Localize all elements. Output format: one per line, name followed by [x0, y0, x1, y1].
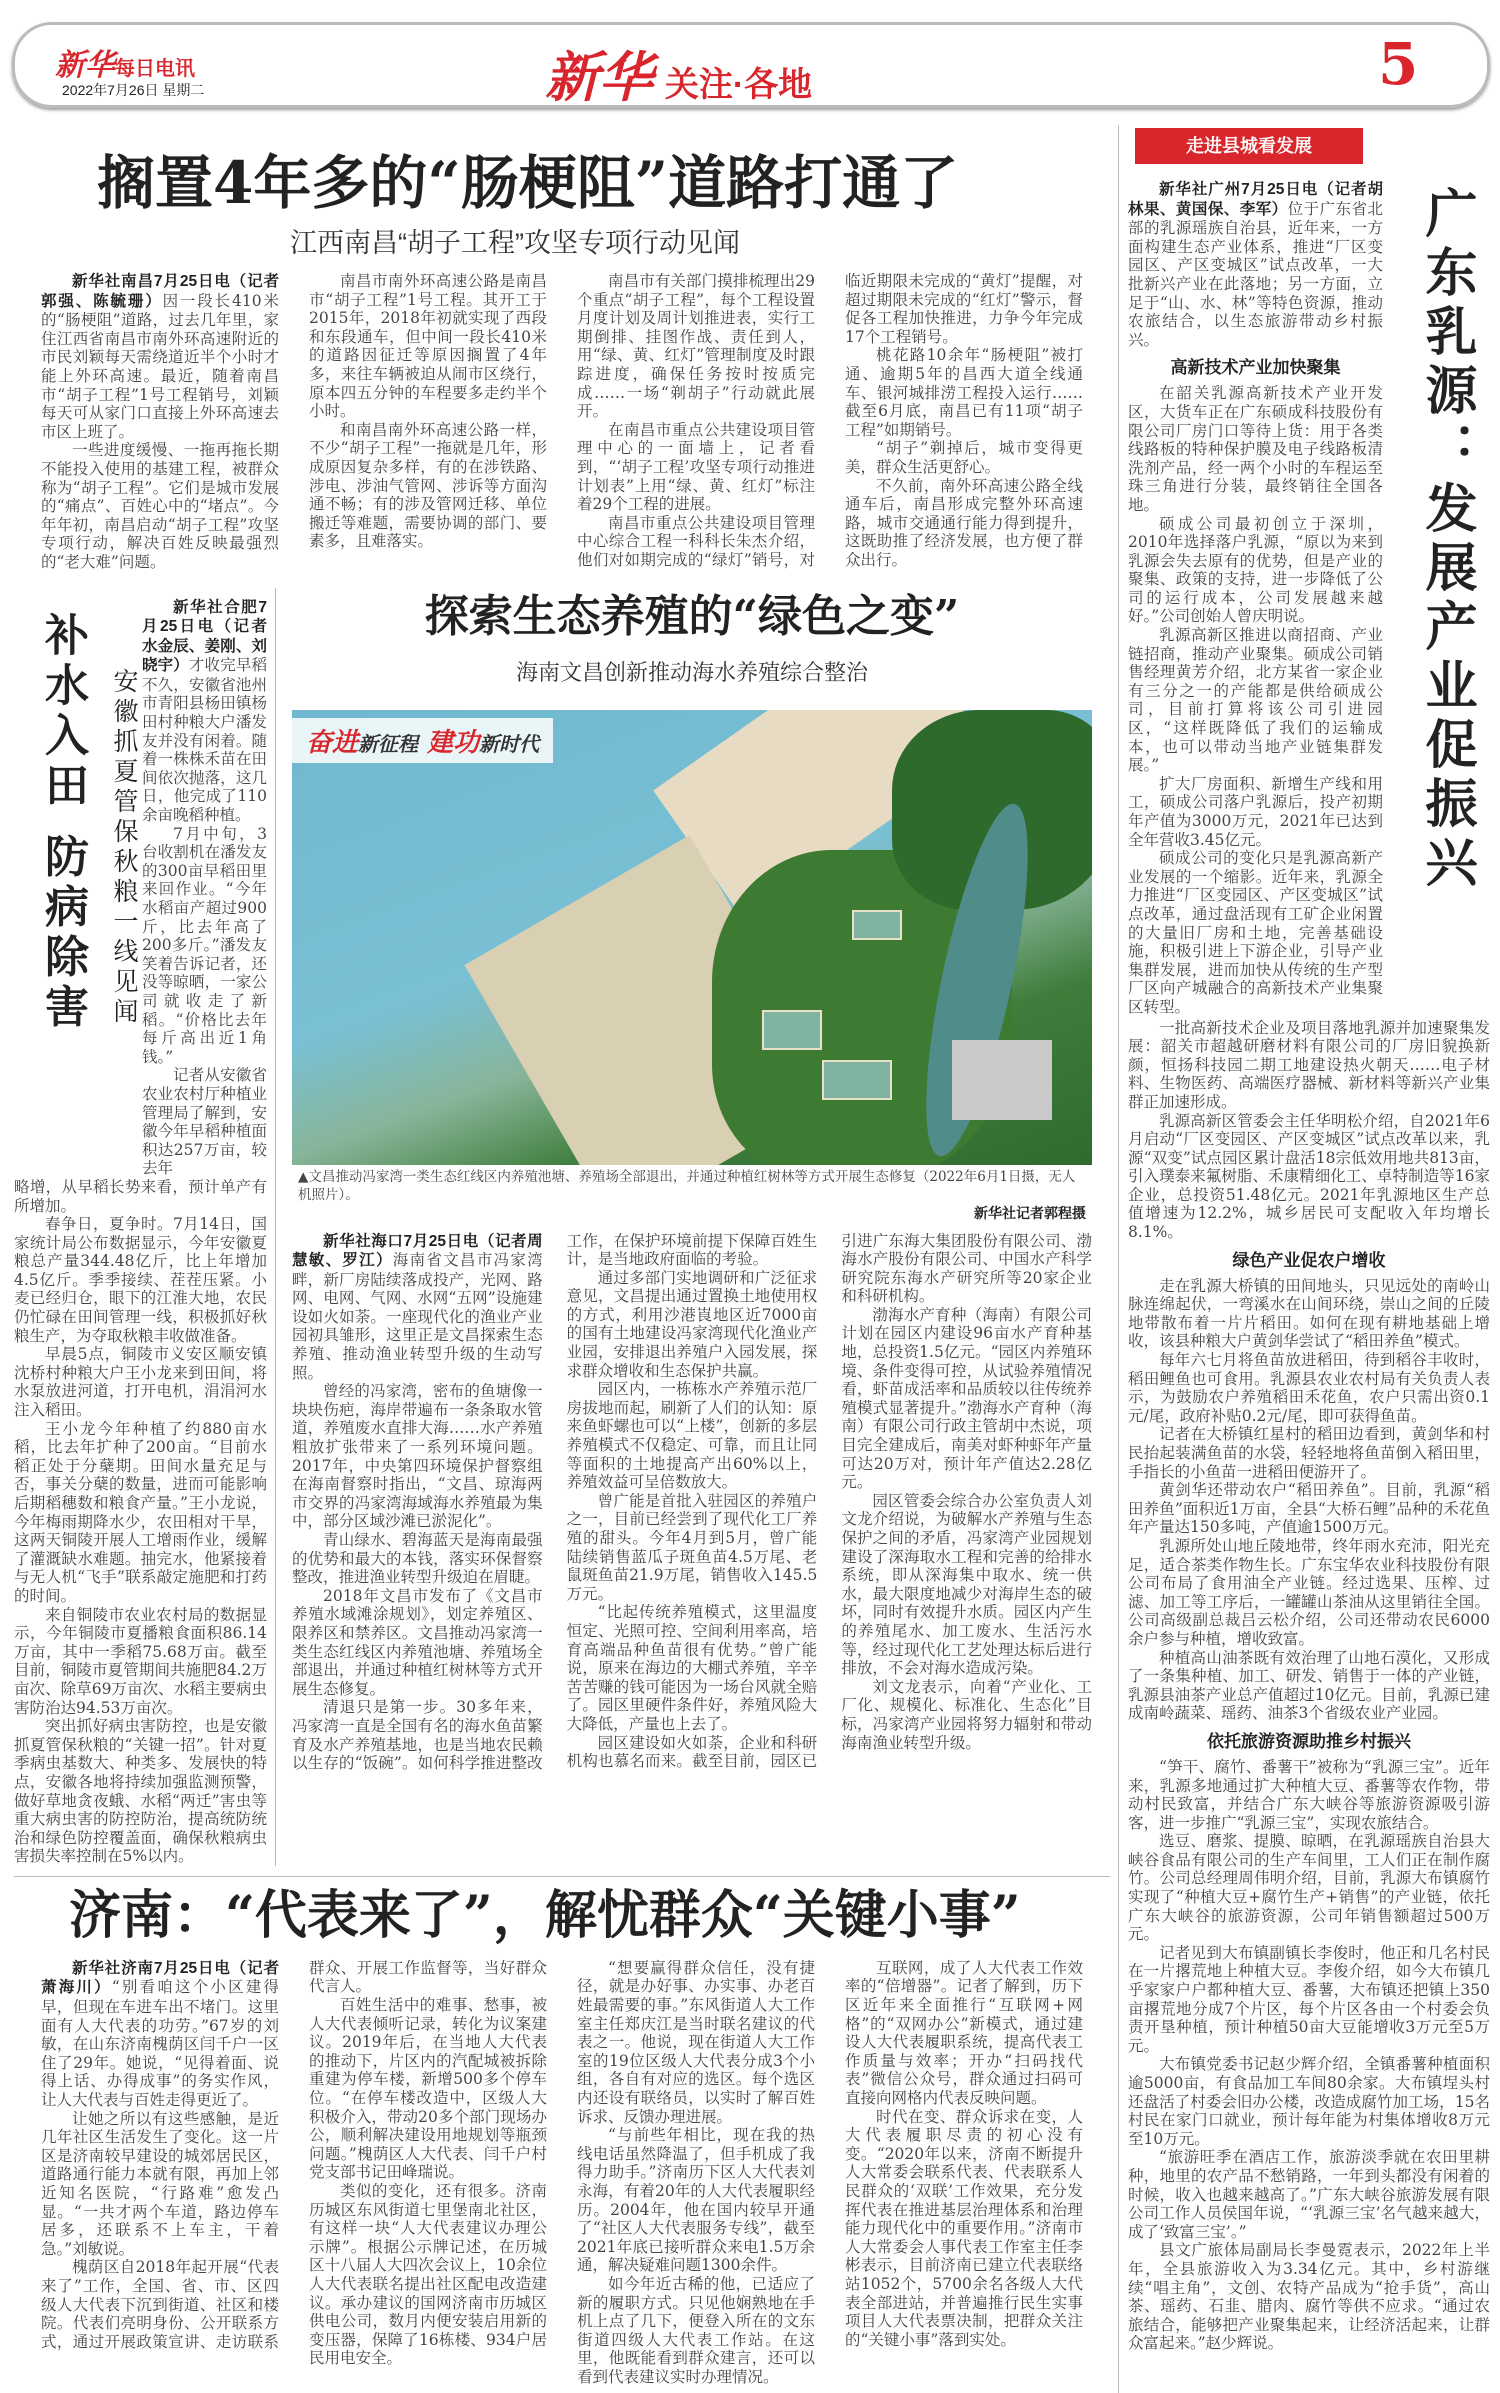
hainan-subheadline: 海南文昌创新推动海水养殖综合整治	[515, 659, 868, 685]
paragraph: “旅游旺季在酒店工作，旅游淡季就在农田里耕种，地里的农产品不愁销路，一年到头都没有闲着的时候，收入也越来越高了。”广东大峡谷旅游发展有限公司工作人员侯国年说，“‘乳源三宝’名气越来越大，成了‘致富三宝’。”	[1128, 2148, 1490, 2241]
anhui-article	[14, 588, 276, 1866]
main-columns	[14, 125, 1110, 2393]
paragraph: 记者在大桥镇红星村的稻田边看到，黄剑华和村民抬起装满鱼苗的水袋，轻轻地将鱼苗倒入稻田里，手指长的小鱼苗一进稻田便游开了。	[1128, 1425, 1490, 1481]
paragraph: 一些进度缓慢、一拖再拖长期不能投入使用的基建工程，被群众称为“胡子工程”。它们是城市发展的“痛点”、百姓心中的“堵点”。今年年初，南昌启动“胡子工程”攻坚专项行动，解决百姓反映最强烈的“老大难”问题。	[41, 441, 279, 571]
paragraph: 时代在变、群众诉求在变，人大代表履职尽责的初心没有变。“2020年以来，济南不断提升人大常委会联系代表、代表联系人民群众的‘双联’工作效果，充分发挥代表在推进基层治理体系和治理能力现代化中的重要作用。”济南市人大常委会人事代表工作室主任李彬表示，目前济南已建立代表联络站1052个，5700余名各级人大代表全部进站，并普遍推行民生实事项目人大代表票决制，把群众关注的“关键小事”落到实处。	[845, 2107, 1083, 2349]
jinan-article-body	[14, 1959, 1110, 2393]
photo-credit: 新华社记者郭程摄	[974, 1204, 1086, 1221]
paragraph: “笋干、腐竹、番薯干”被称为“乳源三宝”。近年来，乳源多地通过扩大种植大豆、番薯等农作物，带动村民致富，并结合广东大峡谷等旅游资源吸引游客，进一步推广“乳源三宝”，实现农旅结合。	[1128, 1757, 1490, 1832]
lead-paragraph	[41, 1959, 279, 2110]
paragraph: 记者从安徽省农业农村厅种植业管理局了解到，安徽今年早稻种植面积达257万亩，较去年	[142, 1066, 267, 1178]
anhui-article-body-narrow	[142, 598, 267, 1178]
paragraph: 乳源所处山地丘陵地带，终年雨水充沛，阳光充足，适合茶类作物生长。广东宝华农业科技股份有限公司布局了食用油全产业链。经过选果、压榨、过滤、加工等工序后，一罐罐山茶油从这里销往全国。公司高级副总裁吕云松介绍，公司还带动农民6000余户参与种植，增收致富。	[1128, 1536, 1490, 1648]
section-title: 关注·各地	[664, 66, 813, 104]
paragraph: 渤海水产育种（海南）有限公司计划在园区内建设96亩水产育种基地，总投资1.5亿元。“园区内养殖环境、条件变得可控，从试验养殖情况看，虾苗成活率和品质较以往传统养殖模式显著提升。”渤海水产育种（海南）有限公司行政主管胡中杰说，项目完全建成后，南美对虾种虾年产量可达20万对，预计年产值达2.28亿元。	[841, 1305, 1092, 1492]
anhui-article-body-wide	[14, 1178, 267, 1866]
lead-paragraph	[292, 1232, 543, 1383]
dateline: 新华社广州7月25日电（记者胡林果、黄国保、李军）	[1128, 181, 1383, 218]
page-number: 5	[1378, 30, 1419, 98]
anhui-subheadline: 安徽抓夏管保秋粮一线见闻	[110, 667, 138, 1028]
paragraph: 园区内，一栋栋水产养殖示范厂房拔地而起，刷新了人们的认知：原来鱼虾螺也可以“上楼”，创新的多层养殖模式不仅稳定、可靠，而且让同等面积的土地提高产出60%以上，养殖效益可呈倍数放大。	[566, 1380, 818, 1492]
jinan-article	[14, 1876, 1110, 2393]
paragraph: 种植高山油茶既有效治理了山地石漠化，又形成了一条集种植、加工、研发、销售于一体的产业链，乳源县油茶产业总产值超过10亿元。目前，乳源已建成南岭蔬菜、瑶药、油茶3个省级农业产业园。	[1128, 1648, 1490, 1723]
paragraph: 曾广能是首批入驻园区的养殖户之一，目前已经尝到了现代化工厂养殖的甜头。今年4月到5月，曾广能陆续销售蓝瓜子斑鱼苗4.5万尾、老鼠斑鱼苗21.9万尾，销售收入145.5万元。	[566, 1491, 818, 1603]
guangdong-article	[1118, 125, 1490, 2393]
paragraph: 来自铜陵市农业农村局的数据显示，今年铜陵市夏播粮食面积86.14万亩，其中一季稻75.68万亩。截至目前，铜陵市夏管期间共施肥84.2万亩次、除草69万亩次、水稻主要病虫害防治达94.53万亩次。	[14, 1605, 267, 1717]
paragraph: 类似的变化，还有很多。济南历城区东风街道七里堡南北社区，有这样一块“人大代表建议办理公示牌”。根据公示牌记述，在历城区十八届人大四次会议上，10余位人大代表联名提出社区配电改造建议。承办建议的国网济南市历城区供电公司，数月内便安装启用新的变压器，保障了16栋楼、934户居民用电安全。	[309, 2182, 547, 2368]
paragraph: 乳源高新区管委会主任华明松介绍，自2021年6月启动“厂区变园区、产区变城区”试点改革以来，乳源“双变”试点园区累计盘活18宗低效用地共813亩，引入璞泰来氟树脂、禾康精细化工、卓特制造等16家企业，总投资51.48亿元。2021年乳源地区生产总值增速为12.2%，城乡居民可支配收入年均增长8.1%。	[1128, 1111, 1490, 1242]
lead-paragraph	[41, 272, 279, 441]
aerial-photo-fengjia-bay	[292, 710, 1092, 1165]
section-subheading: 高新技术产业加快聚集	[1170, 358, 1341, 378]
lead-paragraph	[1128, 180, 1383, 349]
paragraph: 选豆、磨浆、提膜、晾晒，在乳源瑶族自治县大峡谷食品有限公司的生产车间里，工人们正在制作腐竹。公司总经理周伟明介绍，目前，乳源大布镇腐竹实现了“种植大豆+腐竹生产+销售”的产业链，依托广东大峡谷的旅游资源，公司年销售额超过500万元。	[1128, 1832, 1490, 1944]
paragraph: 乳源高新区推进以商招商、产业链招商，推动产业聚集。硕成公司销售经理黄芳介绍，北方某省一家企业有三分之一的产能都是供给硕成公司，目前打算将该公司引进园区，“这样既降低了我们的运输成本，也可以带动当地产业链集群发展。”	[1128, 626, 1383, 775]
section-logo: 新华 关注·各地	[545, 45, 813, 109]
paragraph: 黄剑华还带动农户“稻田养鱼”。目前，乳源“稻田养鱼”面积近1万亩，全县“大桥石鲤”品种的禾花鱼年产量达150多吨，产值逾1500万元。	[1128, 1481, 1490, 1537]
paragraph: 扩大厂房面积、新增生产线和用工，硕成公司落户乳源后，投产初期年产值为3000万元，2021年已达到全年营收3.45亿元。	[1128, 774, 1383, 849]
lead-paragraph	[142, 598, 267, 825]
paper-logo: 新华每日电讯	[55, 48, 195, 83]
paragraph: 硕成公司最初创立于深圳，2010年选择落户乳源，“原以为来到乳源会失去原有的优势，但是产业的聚集、政策的支持，进一步降低了公司的运行成本，公司发展越来越好。”公司创始人曾庆明说。	[1128, 514, 1383, 626]
lead-text: 因一段长410米的“肠梗阻”道路，过去几年里，家住江西省南昌市南外环高速附近的市民刘颖每天需绕道近半个小时才能上外环高速。最近，随着南昌市“胡子工程”1号工程销号，刘颖每天可从家门口直接上外环高速去市区上班了。	[41, 291, 279, 441]
paragraph: 园区建设如火如荼，企业和科研机构也慕名而来。截至目前，园区已引进广东海大集团股份有限公司、渤海水产股份有限公司、中国水产科学研究院东海水产研究所等20家企业和科研机构。	[566, 1231, 1092, 1771]
guangdong-article-body-narrow	[1128, 180, 1383, 1017]
paragraph: 刘文龙表示，向着“产业化、工厂化、规模化、标准化、生态化”目标，冯家湾产业园将努力辐射和带动海南渔业转型升级。	[841, 1677, 1092, 1752]
paragraph: 不久前，南外环高速公路全线通车后，南昌形成完整外环高速路，城市交通通行能力得到提升，这既助推了经济发展，也方便了群众出行。	[845, 476, 1083, 569]
paragraph: “胡子”剃掉后，城市变得更美，群众生活更舒心。	[845, 439, 1083, 476]
paragraph: 通过多部门实地调研和广泛征求意见，文昌提出通过置换土地使用权的方式，利用沙港崀地区近7000亩的国有土地建设冯家湾现代化渔业产业园，安排退出养殖户入园发展，探求群众增收和生态保护共赢。	[566, 1268, 818, 1380]
paragraph-continued: 略增，从早稻长势来看，预计单产有所增加。	[14, 1177, 267, 1215]
paragraph: “与前些年相比，现在我的热线电话虽然降温了，但手机成了我得力助手。”济南历下区人大代表刘永海，有着20年的人大代表履职经历。2004年，他在国内较早开通了“社区人大代表服务专线”，截至2021年底已接听群众来电1.5万余通，解决疑难问题1300余件。	[577, 2126, 815, 2275]
paragraph: 早晨5点，铜陵市义安区顺安镇沈桥村种粮大户王小龙来到田间，将水泵放进河道，打开电机，涓涓河水注入稻田。	[14, 1345, 267, 1420]
lead-text: 海南省文昌市冯家湾畔，新厂房陆续落成投产，光网、路网、电网、气网、水网“五网”设施建设如火如荼。一座现代化的渔业产业园初具雏形，这里正是文昌探索生态养殖、推动渔业转型升级的生动写照。	[292, 1251, 543, 1382]
dateline: 新华社合肥7月25日电（记者水金辰、姜刚、刘晓宇）	[142, 598, 267, 675]
paragraph: “比起传统养殖模式，这里温度恒定、光照可控、空间利用率高，培育高端品种鱼苗很有优势。”曾广能说，原来在海边的大棚式养殖，辛辛苦苦赚的钱可能因为一场台风就全赔了。园区里硬件条件好，养殖风险大大降低，产量也上去了。	[566, 1603, 818, 1733]
column-tag: 走进县城看发展	[1135, 128, 1363, 164]
paragraph: 曾经的冯家湾，密布的鱼塘像一块块伤疤，海岸带遍布一条条取水管道，养殖废水直排大海……水产养殖粗放扩张带来了一系列环境问题。2017年，中央第四环境保护督察组在海南督察时指出，“文昌、琼海两市交界的冯家湾海域海水养殖最为集中，部分区域沙滩已淤泥化”。	[292, 1382, 543, 1531]
paragraph: 让她之所以有这些感触，是近几年社区生活发生了变化。这一片区是济南较早建设的城郊居民区，道路通行能力本就有限，再加上邻近知名医院，“行路难”愈发凸显。“一共才两个车道，路边停车居多，还联系不上车主，干着急。”刘敏说。	[41, 2109, 279, 2258]
nanchang-article-body	[14, 272, 1110, 572]
lead-text: 才收完早稻不久，安徽省池州市青阳县杨田镇杨田村种粮大户潘发友并没有闲着。随着一株株禾苗在田间依次抛落，这几日，他完成了110余亩晚稻种植。	[142, 656, 267, 825]
lead-text: 位于广东省北部的乳源瑶族自治县，近年来，一方面构建生态产业体系，推进“厂区变园区、产区变城区”试点改革，一大批新兴产业在此落地；另一方面，立足于“山、水、林”等特色资源，推动农旅结合，以生态旅游带动乡村振兴。	[1128, 199, 1383, 349]
paragraph: 槐荫区自2018年起开展“代表来了”工作，全国、省、市、区四级人大代表下沉到街道、社区和楼院。代表们亮明身份、公开联系方式，通过开展政策宣讲、走访联系群众、开展工作监督等，当好群众代言人。	[41, 1958, 547, 2351]
paragraph: 青山绿水、碧海蓝天是海南最强的优势和最大的本钱，落实环保督察整改，推进渔业转型升级迫在眉睫。	[292, 1531, 543, 1587]
paragraph: 2018年文昌市发布了《文昌市养殖水域滩涂规划》，划定养殖区、限养区和禁养区。文昌推动冯家湾一类生态红线区内养殖池塘、养殖场全部退出，并通过种植红树林等方式开展生态修复。	[292, 1586, 543, 1698]
dateline: 新华社南昌7月25日电（记者郭强、陈毓珊）	[41, 273, 279, 310]
paragraph: 南昌市重点公共建设项目管理中心综合工程一科科长朱杰介绍，他们对如期完成的“绿灯”销号，对临近期限未完成的“黄灯”提醒，对超过期限未完成的“红灯”警示，督促各工程加快推进，力争今年完成17个工程销号。	[577, 272, 1083, 569]
paragraph: 一批高新技术企业及项目落地乳源并加速聚集发展：韶关市超越研磨材料有限公司的厂房旧貌换新颜，恒扬科技园二期工地建设热火朝天……电子材料、生物医药、高端医疗器械、新材料等新兴产业集群正加速形成。	[1128, 1018, 1490, 1111]
paragraph: 记者见到大布镇副镇长李俊时，他正和几名村民在一片撂荒地上种植大豆。李俊介绍，如今大布镇几乎家家户户都种植大豆、番薯，大布镇还把镇上350亩撂荒地分成7个片区，每个片区各由一个村委会负责开垦种植，预计种植50亩大豆能增收3万元至5万元。	[1128, 1943, 1490, 2055]
dateline: 新华社海口7月25日电（记者周慧敏、罗江）	[292, 1232, 543, 1270]
paragraph: 春争日，夏争时。7月14日，国家统计局公布数据显示，今年安徽夏粮总产量344.48亿斤，比上年增加4.5亿斤。季季接续、茬茬压紧。小麦已经归仓，眼下的江淮大地，农民仍忙碌在田间管理一线，积极抓好秋粮生产，为夺取秋粮丰收做准备。	[14, 1215, 267, 1345]
paragraph: “想要赢得群众信任，没有捷径，就是办好事、办实事、办老百姓最需要的事。”东风街道人大工作室主任郑庆江是当时联名建议的代表之一。他说，现在街道人大工作室的19位区级人大代表分成3个小组，各自有对应的选区。每个选区内还设有联络员，以实时了解百姓诉求、反馈办理进展。	[577, 1958, 815, 2126]
paragraph: 园区管委会综合办公室负责人刘文龙介绍说，为破解水产养殖与生态保护之间的矛盾，冯家湾产业园规划建设了深海取水工程和完善的给排水系统，即从深海集中取水、统一供水，最大限度地减少对海岸生态的破坏，同时有效提升水质。园区内产生的养殖尾水、加工废水、生活污水等，经过现代化工艺处理达标后进行排放，不会对海水造成污染。	[841, 1491, 1092, 1678]
photo-banner: 奋进新征程 建功新时代	[292, 718, 553, 763]
paragraph: 南昌市有关部门摸排梳理出29个重点“胡子工程”，每个工程设置月度计划及周计划推进表，实行工期倒排、挂图作战、责任到人，用“绿、黄、红灯”管理制度及时跟踪进度，确保任务按时按质完成……一场“剃胡子”行动就此展开。	[577, 272, 815, 421]
anhui-headline: 补水入田 防病除害	[37, 611, 88, 1033]
paragraph: 7月中旬，3台收割机在潘发友的300亩早稻田里来回作业。“今年水稻亩产超过900斤，比去年高了200多斤。”潘发友笑着告诉记者，还没等晾晒，一家公司就收走了新稻。“价格比去年每斤高出近1角钱。”	[142, 824, 267, 1066]
issue-date: 2022年7月26日 星期二	[62, 82, 205, 98]
paragraph: 百姓生活中的难事、愁事，被人大代表倾听记录，转化为议案建议。2019年后，在当地人大代表的推动下，片区内的汽配城被拆除重建为停车楼，新增500多个停车位。“在停车楼改造中，区级人大积极介入，带动20多个部门现场办公，顺利解决建设用地规划等瓶颈问题。”槐荫区人大代表、闫千户村党支部书记田峰瑞说。	[309, 1996, 547, 2182]
hainan-headline: 探索生态养殖的“绿色之变”	[424, 590, 960, 642]
hainan-article	[292, 588, 1092, 1773]
paragraph: 王小龙今年种植了约880亩水稻，比去年扩种了200亩。“目前水稻正处于分蘖期。田间水量充足与否，事关分蘖的数量，进而可能影响后期稻穗数和粮食产量。”王小龙说，今年梅雨期降水少，农田相对干旱，这两天铜陵开展人工增雨作业，缓解了灌溉缺水难题。抽完水，他紧接着与无人机“飞手”联系敲定施肥和打药的时间。	[14, 1419, 267, 1605]
paragraph: 互联网，成了人大代表工作效率的“倍增器”。记者了解到，历下区近年来全面推行“互联网+网格”的“双网办公”新模式，通过建设人大代表履职系统，提高代表工作质量与效率；开办“扫码找代表”微信公众号，群众通过扫码可直接向网格内代表反映问题。	[845, 1958, 1083, 2108]
paragraph: 在南昌市重点公共建设项目管理中心的一面墙上，记者看到，“‘胡子工程’攻坚专项行动推进计划表”上用“绿、黄、红灯”标注着29个工程的进展。	[577, 420, 815, 514]
section-subheading: 绿色产业促农户增收	[1232, 1250, 1386, 1270]
paragraph: 和南昌南外环高速公路一样，不少“胡子工程”一拖就是几年，形成原因复杂多样，有的在涉铁路、涉电、涉油气管网、涉诉等方面沟通不畅；有的涉及管网迁移、单位搬迁等难题，需要协调的部门、要素多，且难落实。	[309, 420, 547, 551]
paragraph: 大布镇党委书记赵少辉介绍，全镇番薯种植面积逾5000亩，有食品加工车间80余家。大布镇埕头村还盘活了村委会旧办公楼，改造成腐竹加工场，15名村民在家门口就业，预计每年能为村集体增收8万元至10万元。	[1128, 2055, 1490, 2148]
dateline: 新华社济南7月25日电（记者萧海川）	[41, 1959, 279, 1997]
section-subheading: 依托旅游资源助推乡村振兴	[1207, 1731, 1411, 1751]
jinan-headline: 济南：“代表来了”，解忧群众“关键小事”	[69, 1884, 1021, 1946]
hainan-article-body	[292, 1232, 1092, 1773]
paragraph: 硕成公司的变化只是乳源高新产业发展的一个缩影。近年来，乳源全力推进“厂区变园区、产区变城区”试点改革，通过盘活现有工矿企业闲置的大量旧厂房和土地，完善基础设施，积极引进上下游企业，引导产业集群发展，进而加快从传统的生产型厂区向产城融合的高新技术产业集聚区转型。	[1128, 849, 1383, 1016]
nanchang-subheadline: 江西南昌“胡子工程”攻坚专项行动见闻	[290, 228, 740, 258]
lead-text: “别看咱这个小区建得早，但现在车进车出不堵门。这里面有人大代表的功劳。”67岁的刘敏，在山东济南槐荫区闫千户一区住了29年。她说，“见得着面、说得上话、办得成事”的务实作风，让人大代表与百姓走得更近了。	[41, 1978, 279, 2110]
photo-caption: ▲文昌推动冯家湾一类生态红线区内养殖池塘、养殖场全部退出，并通过种植红树林等方式开展生态修复（2022年6月1日摄，无人机照片）。	[298, 1168, 1076, 1203]
paragraph: 每年六七月将鱼苗放进稻田，待到稻谷丰收时，稻田鲤鱼也可食用。乳源县农业农村局有关负责人表示，为鼓励农户养殖稻田禾花鱼，农户只需出资0.1元/尾，政府补贴0.2元/尾，即可获得鱼苗。	[1128, 1351, 1490, 1425]
paragraph: 桃花路10余年“肠梗阻”被打通、逾期5年的昌西大道全线通车、银河城排涝工程投入运行……截至6月底，南昌已有11项“胡子工程”如期销号。	[845, 346, 1083, 439]
paragraph: 如今年近古稀的他，已适应了新的履职方式。只见他娴熟地在手机上点了几下，便登入所在的文东街道四级人大代表工作站。在这里，他既能看到群众建言，还可以看到代表建议实时办理情况。	[577, 2274, 815, 2386]
paragraph: 走在乳源大桥镇的田间地头，只见远处的南岭山脉连绵起伏，一弯溪水在山间环绕，崇山之间的丘陵地带散布着一片片稻田。如何在现有耕地基础上增收，该县种粮大户黄剑华尝试了“稻田养鱼”模式。	[1128, 1276, 1490, 1351]
paragraph: 县文广旅体局副局长李曼霓表示，2022年上半年，全县旅游收入为3.34亿元。其中，乡村游继续“唱主角”，文创、农特产品成为“抢手货”，高山茶、瑶药、石韭、腊肉、腐竹等供不应求。“通过农旅结合，能够把产业聚集起来，让经济活起来，让群众富起来。”赵少辉说。	[1128, 2241, 1490, 2353]
paragraph: 在韶关乳源高新技术产业开发区，大货车正在广东硕成科技股份有限公司厂房门口等待上货：用于各类线路板的特种保护膜及电子线路板清洗剂产品，经一两个小时的车程运至珠三角进行分装，最终销往全国各地。	[1128, 384, 1383, 514]
nanchang-headline: 搁置4年多的“肠梗阻”道路打通了	[97, 149, 959, 217]
guangdong-headline: 广东乳源：发展产业促振兴	[1416, 186, 1477, 894]
paragraph: 南昌市南外环高速公路是南昌市“胡子工程”1号工程。其开工于2015年，2018年初就实现了西段和东段通车，但中间一段长410米的道路因征迁等原因搁置了4年多，来往车辆被迫从闹市区绕行，原本四五分钟的车程要多走约半个小时。	[309, 272, 547, 421]
paragraph: 突出抓好病虫害防控，也是安徽抓夏管保秋粮的“关键一招”。针对夏季病虫基数大、种类多、发展快的特点，安徽各地将持续加强监测预警，做好草地贪夜蛾、水稻“两迁”害虫等重大病虫害的防控防治，提高统防统治和绿色防控覆盖面，确保秋粮病虫害损失率控制在5%以内。	[14, 1717, 267, 1866]
guangdong-article-body-wide	[1128, 1019, 1490, 2353]
paragraph: 清退只是第一步。30多年来，冯家湾一直是全国有名的海水鱼苗繁育及水产养殖基地，也是当地农民赖以生存的“饭碗”。如何科学推进整改工作，在保护环境前提下保障百姓生计，是当地政府面临的考验。	[292, 1231, 818, 1773]
middle-row	[14, 588, 1110, 1866]
